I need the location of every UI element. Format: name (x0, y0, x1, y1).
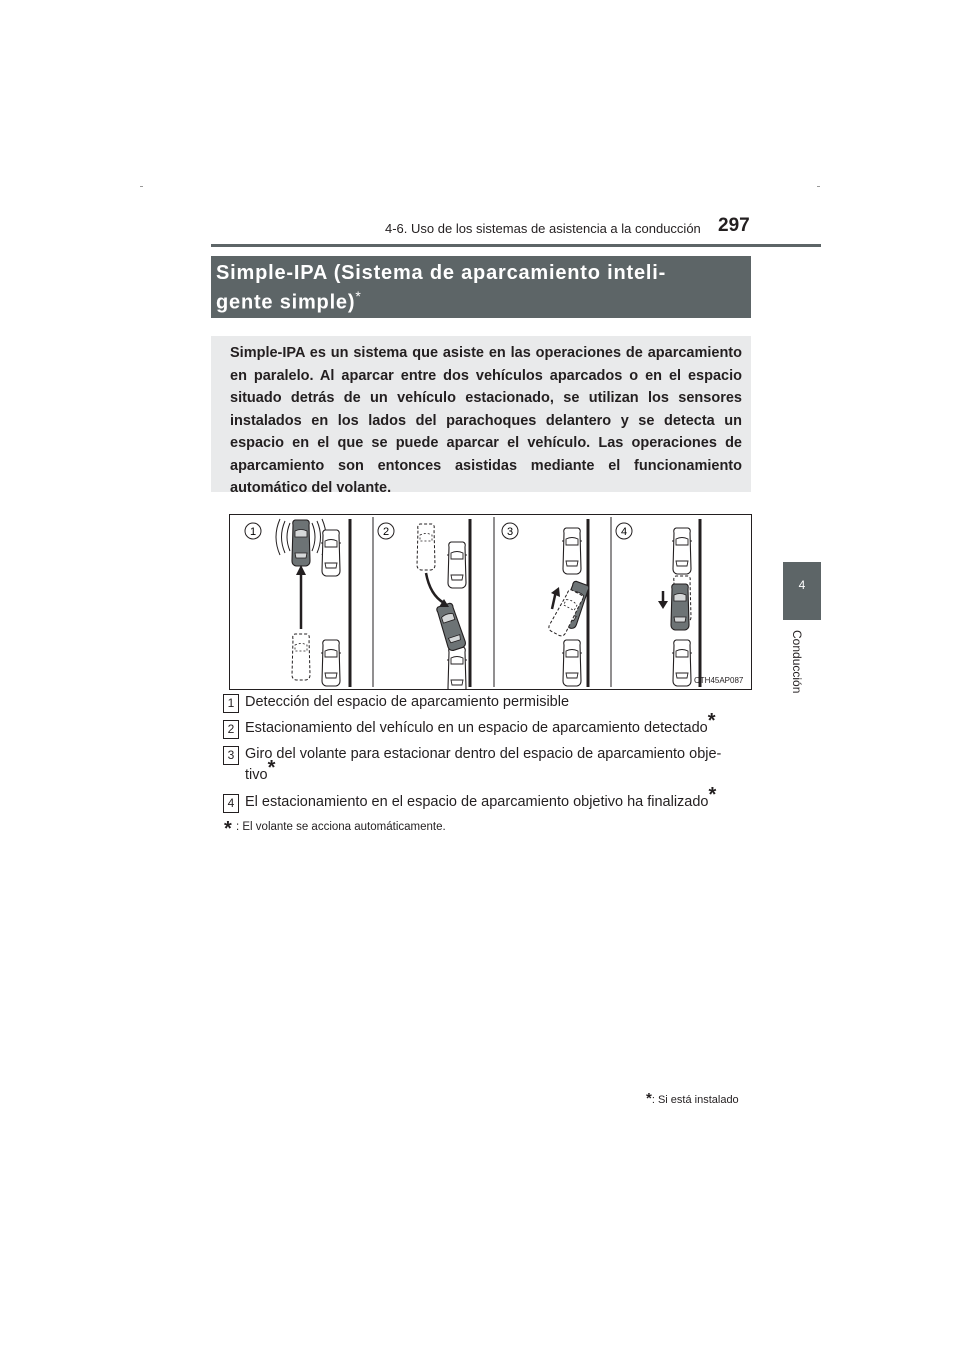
crop-mark (140, 186, 143, 187)
footnote-star: * (707, 710, 716, 732)
step-label-2 (378, 523, 394, 539)
step-label-1 (245, 523, 261, 539)
intro-text: Simple-IPA es un sistema que asiste en las operaciones de aparcamiento en paralelo. Al aparcar entre dos vehículos aparcados o en el espacio situado detrás de un vehículo estacionado, se utilizan los sensores instalados en los lados del parachoques delantero y se detecta un espacio en el que se puede aparcar el vehículo. Las operaciones de aparcamiento son entonces asistidas mediante el funcionamiento automático del volante. (230, 345, 742, 496)
svg-text:4: 4 (620, 526, 628, 538)
panel-3 (547, 528, 590, 686)
header-rule (211, 244, 821, 247)
section-title-line2 (216, 288, 362, 315)
svg-text:3: 3 (506, 526, 514, 538)
page-number: 297 (718, 215, 750, 236)
parking-illustration (229, 514, 752, 690)
list-number-4: 4 (223, 794, 239, 813)
crop-mark (817, 186, 820, 187)
installed-star: * (355, 288, 362, 304)
list-item-text: Detección del espacio de aparcamiento permisible (245, 694, 570, 710)
reverse-path-arrow-icon (426, 573, 444, 603)
svg-text:2: 2 (382, 526, 390, 538)
step-label-4 (616, 523, 632, 539)
footnote-star: * (224, 818, 232, 840)
footnote-text: : El volante se acciona automáticamente. (236, 821, 446, 833)
list-number-2: 2 (223, 720, 239, 739)
figure-code: CTH45AP087 (694, 676, 744, 685)
list-item-text: Estacionamiento del vehículo en un espacio de aparcamiento detectado (245, 720, 708, 736)
list-item-text: El estacionamiento en el espacio de aparcamiento objetivo ha finalizado (245, 794, 709, 810)
installed-note (646, 1090, 739, 1107)
svg-text:1: 1 (249, 526, 257, 538)
installed-note-text: : Si está instalado (651, 1094, 739, 1106)
chapter-tab-label: Conducción (790, 630, 804, 694)
installed-note-star: * (646, 1090, 652, 1107)
section-header: 4-6. Uso de los sistemas de asistencia a la conducción (385, 221, 701, 236)
parking-diagram (230, 515, 751, 689)
list-number-3: 3 (223, 746, 239, 765)
list-item-4 (245, 784, 717, 810)
list-item-3-cont (245, 757, 276, 783)
panel-1 (276, 519, 341, 686)
section-title-text: gente simple) (216, 291, 356, 314)
list-item-3 (245, 746, 721, 762)
chapter-tab-number: 4 (798, 578, 806, 592)
footnote-star: * (708, 784, 717, 806)
list-item-text: tivo (245, 767, 268, 783)
list-item-2 (245, 710, 716, 736)
section-title-line1: Simple-IPA (Sistema de aparcamiento inteli- (216, 262, 667, 284)
panel-2 (417, 524, 467, 689)
list-item-text: Giro del volante para estacionar dentro del espacio de aparcamiento obje- (245, 746, 722, 762)
panel-4 (658, 528, 692, 686)
footnote-star: * (267, 757, 276, 779)
list-number-1: 1 (223, 694, 239, 713)
list-item-1 (245, 694, 569, 710)
step-label-3 (502, 523, 518, 539)
